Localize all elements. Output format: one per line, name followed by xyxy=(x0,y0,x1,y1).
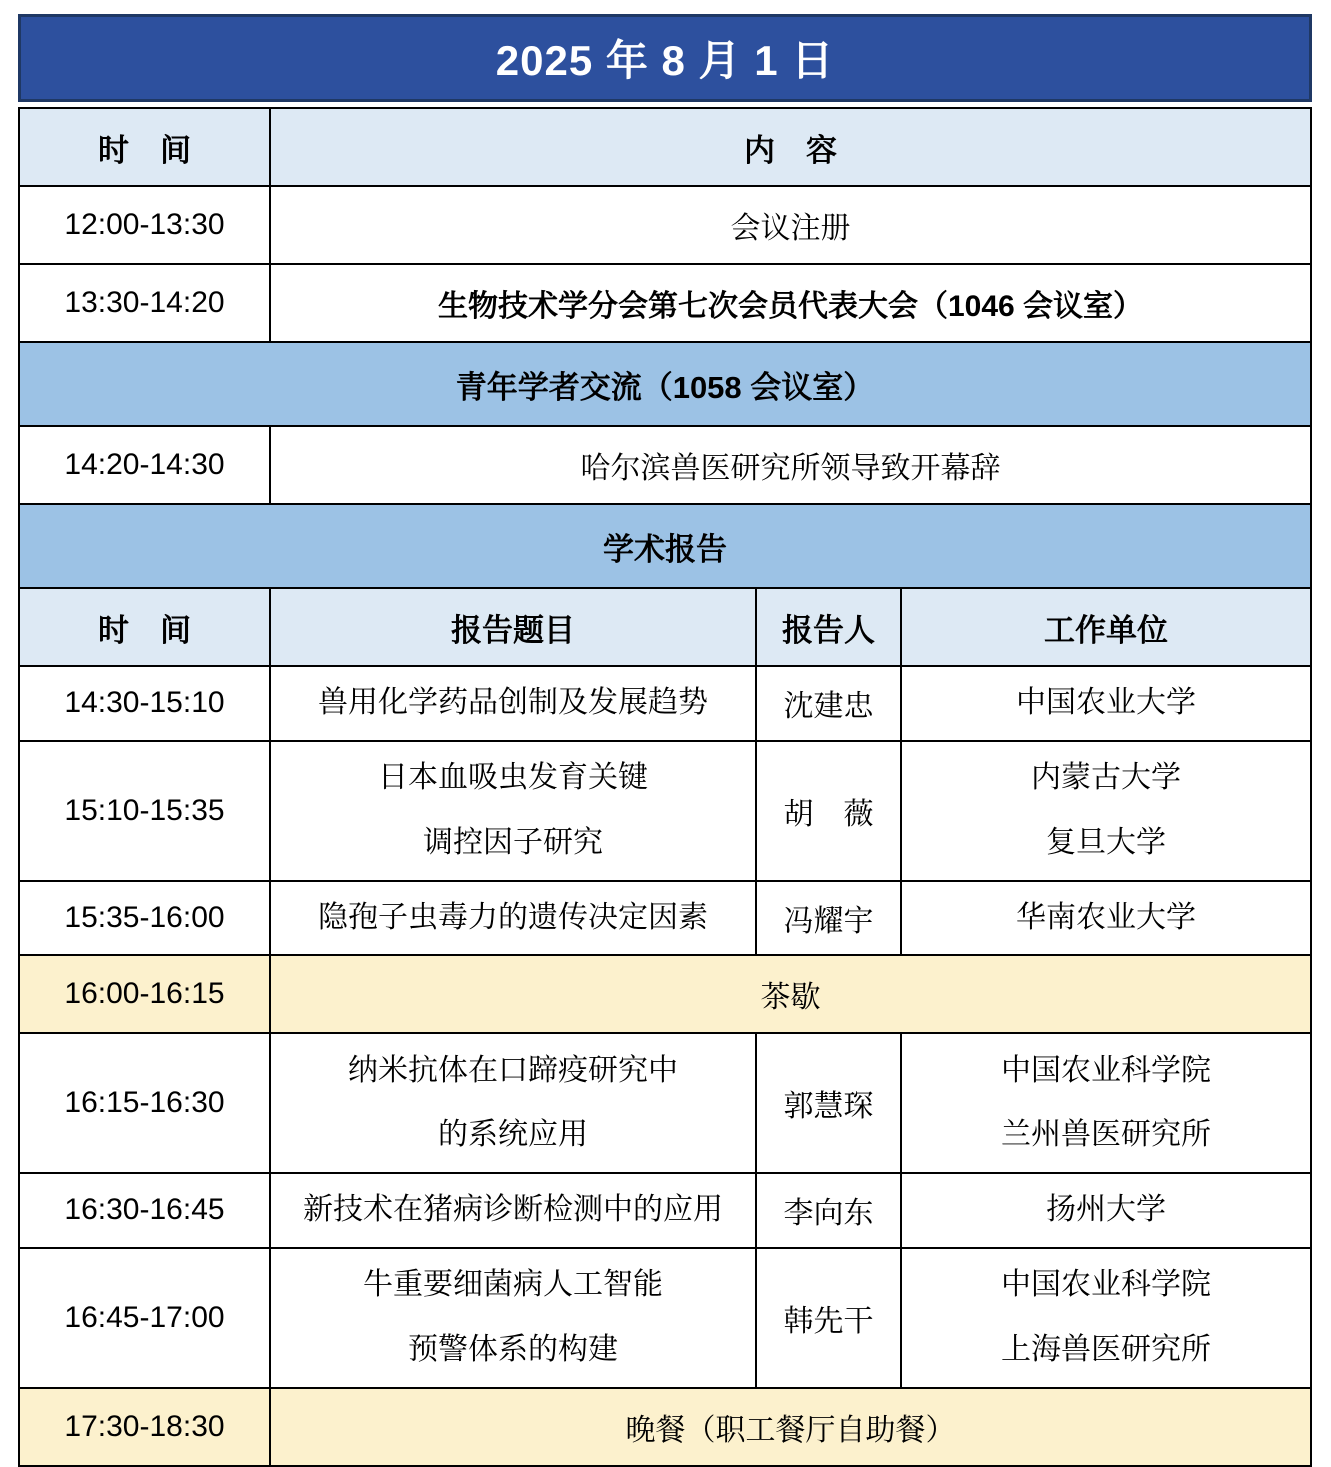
time-cell: 16:15-16:30 xyxy=(19,1033,270,1173)
speaker-cell: 李向东 xyxy=(756,1173,901,1248)
event-row xyxy=(19,426,1311,504)
organization-cell-line: 中国农业科学院 xyxy=(1001,1053,1211,1087)
organization-cell xyxy=(901,666,1311,741)
talk-title-cell-line: 牛重要细菌病人工智能 xyxy=(363,1268,663,1301)
talk-row xyxy=(19,1173,1311,1248)
break-row xyxy=(19,1388,1311,1466)
talk-title-cell-line: 日本血吸虫发育关键 xyxy=(378,761,648,794)
event-content-cell: 生物技术学分会第七次会员代表大会（1046 会议室） xyxy=(270,264,1311,342)
organization-cell-line: 内蒙古大学 xyxy=(1031,761,1181,794)
speaker-cell: 胡 薇 xyxy=(756,741,901,881)
schedule-table-body xyxy=(19,108,1311,1466)
section-row xyxy=(19,342,1311,426)
break-row xyxy=(19,955,1311,1033)
time-cell: 14:30-15:10 xyxy=(19,666,270,741)
speaker-cell: 郭慧琛 xyxy=(756,1033,901,1173)
col-header-speaker: 报告人 xyxy=(756,588,901,666)
organization-cell xyxy=(901,1033,1311,1173)
organization-cell xyxy=(901,1173,1311,1248)
talk-title-cell-line: 纳米抗体在口蹄疫研究中 xyxy=(348,1053,678,1087)
organization-cell-line: 扬州大学 xyxy=(1046,1193,1166,1226)
talk-title-cell-line: 调控因子研究 xyxy=(423,825,603,859)
talk-title-cell-line: 预警体系的构建 xyxy=(408,1332,618,1366)
talk-title-cell xyxy=(270,666,756,741)
break-content-cell: 茶歇 xyxy=(270,955,1311,1033)
section-title: 青年学者交流（1058 会议室） xyxy=(19,342,1311,426)
organization-cell-line: 上海兽医研究所 xyxy=(1001,1332,1211,1366)
talk-title-cell xyxy=(270,741,756,881)
time-cell: 13:30-14:20 xyxy=(19,264,270,342)
event-content-cell: 会议注册 xyxy=(270,186,1311,264)
talk-title-cell-line: 兽用化学药品创制及发展趋势 xyxy=(318,686,708,719)
talk-title-cell xyxy=(270,881,756,956)
header-4col-row xyxy=(19,588,1311,666)
time-cell: 16:45-17:00 xyxy=(19,1248,270,1388)
event-row xyxy=(19,186,1311,264)
organization-cell-line: 华南农业大学 xyxy=(1016,900,1196,934)
organization-cell xyxy=(901,1248,1311,1388)
section-title: 学术报告 xyxy=(19,504,1311,588)
organization-cell-line: 兰州兽医研究所 xyxy=(1001,1118,1211,1151)
col-header-time: 时 间 xyxy=(19,108,270,186)
time-cell: 14:20-14:30 xyxy=(19,426,270,504)
organization-cell xyxy=(901,741,1311,881)
talk-row xyxy=(19,666,1311,741)
break-content-cell: 晚餐（职工餐厅自助餐） xyxy=(270,1388,1311,1466)
date-title-bar xyxy=(18,14,1312,102)
time-cell: 12:00-13:30 xyxy=(19,186,270,264)
talk-row xyxy=(19,1033,1311,1173)
speaker-cell: 沈建忠 xyxy=(756,666,901,741)
talk-row xyxy=(19,1248,1311,1388)
schedule-table xyxy=(18,107,1312,1467)
organization-cell-line: 中国农业大学 xyxy=(1016,686,1196,719)
date-title: 2025 年 8 月 1 日 xyxy=(495,37,835,84)
talk-row xyxy=(19,881,1311,956)
col-header-time: 时 间 xyxy=(19,588,270,666)
conference-schedule xyxy=(18,14,1312,1467)
event-content-cell: 哈尔滨兽医研究所领导致开幕辞 xyxy=(270,426,1311,504)
time-cell: 16:00-16:15 xyxy=(19,955,270,1033)
talk-title-cell xyxy=(270,1173,756,1248)
speaker-cell: 冯耀宇 xyxy=(756,881,901,956)
organization-cell xyxy=(901,881,1311,956)
header-2col-row xyxy=(19,108,1311,186)
time-cell: 15:10-15:35 xyxy=(19,741,270,881)
speaker-cell: 韩先干 xyxy=(756,1248,901,1388)
col-header-content: 内 容 xyxy=(270,108,1311,186)
talk-title-cell-line: 新技术在猪病诊断检测中的应用 xyxy=(303,1193,723,1226)
talk-title-cell xyxy=(270,1033,756,1173)
talk-title-cell xyxy=(270,1248,756,1388)
time-cell: 15:35-16:00 xyxy=(19,881,270,956)
talk-title-cell-line: 的系统应用 xyxy=(438,1118,588,1151)
event-row xyxy=(19,264,1311,342)
section-row xyxy=(19,504,1311,588)
talk-title-cell-line: 隐孢子虫毒力的遗传决定因素 xyxy=(318,900,708,934)
time-cell: 16:30-16:45 xyxy=(19,1173,270,1248)
talk-row xyxy=(19,741,1311,881)
organization-cell-line: 中国农业科学院 xyxy=(1001,1268,1211,1301)
col-header-talk-title: 报告题目 xyxy=(270,588,756,666)
time-cell: 17:30-18:30 xyxy=(19,1388,270,1466)
col-header-organization: 工作单位 xyxy=(901,588,1311,666)
organization-cell-line: 复旦大学 xyxy=(1046,825,1166,859)
